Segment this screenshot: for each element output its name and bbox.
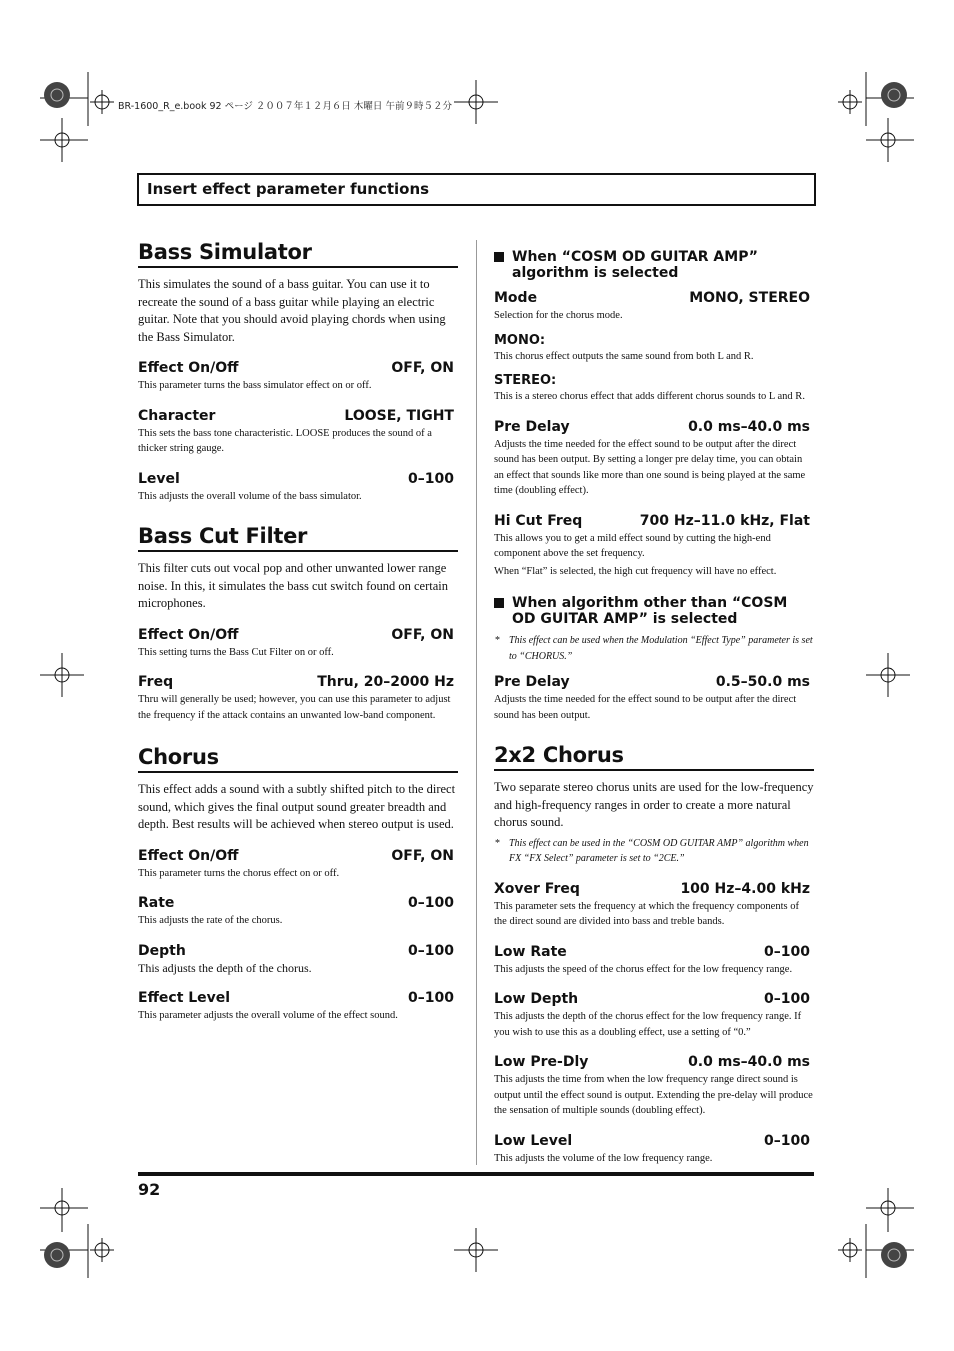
other-heading-text: When algorithm other than “COSM OD GUITAR AMP” is selected (512, 595, 788, 627)
param-value: MONO, STEREO (689, 290, 810, 306)
param-desc: This adjusts the depth of the chorus effect for the low frequency range. If you wish to use this as a doubling effect, use a setting of “0.” (494, 1011, 802, 1038)
param-bass-cut-freq (138, 674, 458, 723)
param-chorus-depth (138, 943, 458, 977)
chorus-intro: This effect adds a sound with a subtly shifted pitch to the direct sound, which gives the final output sound greater breadth and depth. Best results will be achieved when stereo output is used. (138, 782, 456, 831)
param-chorus-effect-level (138, 990, 458, 1024)
param-desc: Adjusts the time needed for the effect sound to be output after the direct sound has been output. By setting a longer pre delay time, you can obtain an effect that sounds like more than one sound is being played at the same time (doubling effect). (494, 438, 806, 496)
chorus-2x2-intro: Two separate stereo chorus units are used for the low-frequency and high-frequency ranges in order to create a more natural chorus sound. (494, 780, 814, 829)
param-desc-extra: When “Flat” is selected, the high cut frequency will have no effect. (494, 565, 777, 577)
param-name: Level (138, 470, 180, 487)
param-name: Low Pre-Dly (494, 1054, 589, 1070)
param-bass-sim-character (138, 408, 458, 457)
param-name: Effect On/Off (138, 360, 239, 376)
param-desc: This parameter adjusts the overall volume of the effect sound. (138, 1010, 398, 1021)
param-value: 0–100 (764, 943, 810, 960)
param-name: Low Level (494, 1132, 573, 1149)
param-value: OFF, ON (391, 360, 454, 376)
left-column (138, 240, 458, 1024)
section-header (137, 173, 816, 206)
param-desc: This adjusts the depth of the chorus. (138, 960, 312, 975)
bass-cut-filter-title: Bass Cut Filter (138, 524, 458, 552)
param-low-pre-dly (494, 1054, 814, 1119)
param-name: Mode (494, 290, 538, 306)
cosm-heading-text: When “COSM OD GUITAR AMP” algorithm is selected (512, 249, 758, 281)
param-desc: This parameter sets the frequency at which the frequency components of the direct sound are divided into bass and treble bands. (494, 900, 799, 927)
param-other-pre-delay (494, 674, 814, 723)
param-xover-freq (494, 881, 814, 930)
param-name: Hi Cut Freq (494, 512, 583, 529)
other-note (494, 633, 814, 664)
chorus-2x2-title: 2x2 Chorus (494, 743, 814, 771)
param-low-depth (494, 991, 814, 1040)
note-text: This effect can be used when the Modulation “Effect Type” parameter is set to “CHORUS.” (509, 635, 813, 662)
param-desc: Thru will generally be used; however, you can use this parameter to adjust the frequency if the attack contains an unwanted low-band component. (138, 694, 451, 721)
cosm-heading (494, 249, 814, 281)
param-low-rate (494, 944, 814, 978)
param-bass-cut-effect-onoff (138, 627, 458, 661)
param-desc: This allows you to get a mild effect sound by cutting the high-end component above the set frequency. (494, 532, 771, 559)
param-value: 0–100 (408, 895, 454, 911)
param-chorus-rate (138, 895, 458, 929)
param-value: 0–100 (408, 942, 454, 959)
mono-desc: This chorus effect outputs the same sound from both L and R. (494, 350, 754, 362)
note-text: This effect can be used in the “COSM OD GUITAR AMP” algorithm when FX “FX Select” parameter is set to “2CE.” (509, 837, 809, 864)
square-bullet-icon (494, 598, 504, 608)
stereo-desc: This is a stereo chorus effect that adds different chorus sounds to L and R. (494, 391, 805, 402)
param-desc: This parameter turns the chorus effect on or off. (138, 867, 340, 879)
param-name: Pre Delay (494, 674, 570, 690)
param-value: 0–100 (408, 470, 454, 487)
param-value: OFF, ON (391, 847, 454, 864)
stereo-label: STEREO: (494, 373, 557, 388)
param-value: LOOSE, TIGHT (344, 407, 454, 424)
param-desc: Adjusts the time needed for the effect sound to be output after the direct sound has been output. (494, 694, 797, 721)
param-name: Effect On/Off (138, 626, 239, 643)
mono-label: MONO: (494, 332, 546, 348)
param-value: 700 Hz–11.0 kHz, Flat (639, 512, 810, 529)
param-value: 0.5–50.0 ms (715, 674, 810, 690)
bass-cut-filter-intro: This filter cuts out vocal pop and other unwanted lower range noise. In this, it simulates the bass cut switch found on certain microphones. (138, 561, 449, 610)
bass-simulator-title: Bass Simulator (138, 240, 458, 268)
bass-simulator-intro: This simulates the sound of a bass guitar. You can use it to recreate the sound of a bass guitar while playing an electric guitar. Note that you should avoid playing chords when using the Bass Simulator. (138, 277, 446, 344)
page-number: 92 (138, 1180, 161, 1199)
param-value: 100 Hz–4.00 kHz (680, 880, 810, 897)
print-slug: BR-1600_R_e.book 92 ページ ２００７年１２月６日 木曜日 午前９時５２分 (118, 101, 452, 112)
param-value: Thru, 20–2000 Hz (317, 674, 454, 690)
param-name: Freq (138, 674, 174, 690)
param-hi-cut-freq (494, 513, 814, 580)
asterisk-icon: * (495, 837, 500, 849)
section-header-title: Insert effect parameter functions (147, 180, 430, 198)
param-bass-sim-effect-onoff (138, 360, 458, 394)
param-value: OFF, ON (391, 626, 454, 643)
param-value: 0–100 (764, 1132, 810, 1149)
param-desc: This adjusts the speed of the chorus effect for the low frequency range. (494, 963, 793, 975)
param-chorus-effect-onoff (138, 848, 458, 882)
param-low-level (494, 1133, 814, 1167)
other-algorithm-heading (494, 595, 814, 627)
right-column (494, 249, 814, 1166)
chorus-title: Chorus (138, 745, 458, 773)
chorus-2x2-note (494, 836, 814, 867)
param-desc: This adjusts the overall volume of the bass simulator. (138, 490, 362, 502)
param-value: 0.0 ms–40.0 ms (688, 1054, 810, 1070)
param-name: Effect On/Off (138, 847, 239, 864)
param-value: 0–100 (408, 990, 454, 1006)
param-cosm-pre-delay (494, 419, 814, 499)
square-bullet-icon (494, 252, 504, 262)
param-value: 0.0 ms–40.0 ms (688, 418, 810, 435)
param-name: Low Depth (494, 991, 579, 1007)
param-desc: This setting turns the Bass Cut Filter on or off. (138, 646, 334, 658)
param-desc: This adjusts the time from when the low frequency range direct sound is output until the effect sound is output. Extending the pre-delay will produce the sensation of multiple sounds (doubling effect). (494, 1074, 813, 1116)
param-desc: Selection for the chorus mode. (494, 310, 623, 321)
param-name: Character (138, 407, 216, 424)
param-name: Pre Delay (494, 418, 570, 435)
param-name: Xover Freq (494, 880, 580, 897)
column-divider (476, 240, 477, 1165)
param-desc: This adjusts the rate of the chorus. (138, 915, 283, 926)
param-bass-sim-level (138, 471, 458, 505)
asterisk-icon: * (495, 635, 500, 646)
param-name: Depth (138, 942, 186, 959)
param-mode (494, 290, 814, 324)
param-name: Rate (138, 895, 175, 911)
param-value: 0–100 (764, 991, 810, 1007)
param-name: Low Rate (494, 943, 567, 960)
param-desc: This parameter turns the bass simulator effect on or off. (138, 380, 372, 391)
param-desc: This adjusts the volume of the low frequency range. (494, 1152, 713, 1164)
param-desc: This sets the bass tone characteristic. LOOSE produces the sound of a thicker string gauge. (138, 427, 432, 454)
footer-rule (138, 1172, 814, 1176)
param-name: Effect Level (138, 990, 231, 1006)
